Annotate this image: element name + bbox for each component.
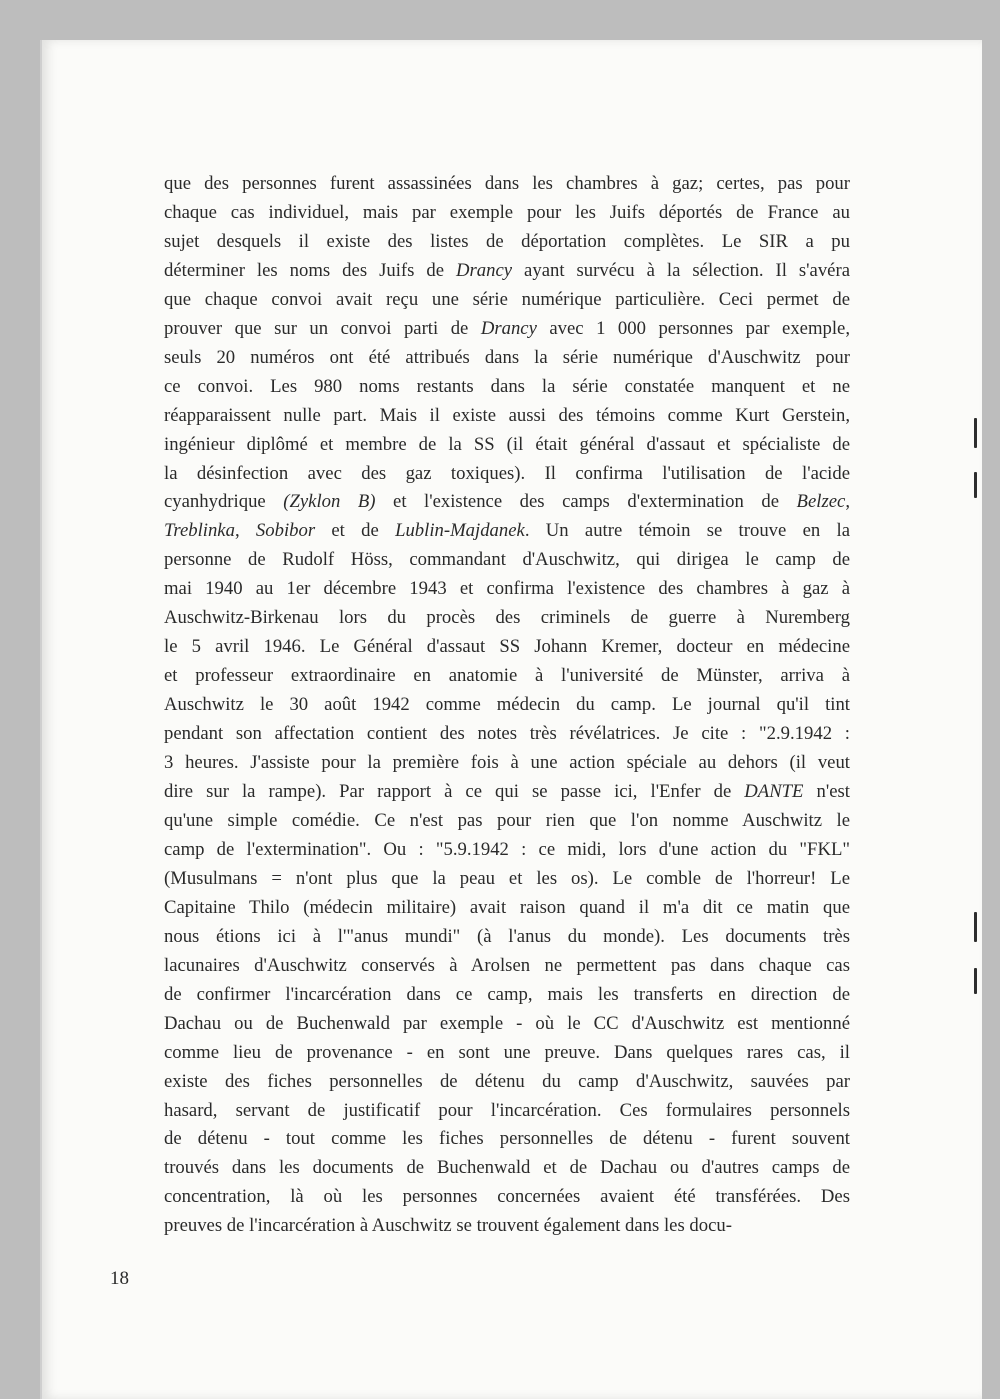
text-line: que chaque convoi avait reçu une série numérique particulière. Ceci permet de bbox=[164, 288, 850, 310]
text-line: chaque cas individuel, mais par exemple pour les Juifs déportés de France au bbox=[164, 201, 850, 223]
text-line: lacunaires d'Auschwitz conservés à Arolsen ne permettent pas dans chaque cas bbox=[164, 954, 850, 976]
body-text bbox=[164, 170, 850, 1241]
binding-mark bbox=[974, 418, 977, 448]
text-line: sujet desquels il existe des listes de déportation complètes. Le SIR a pu bbox=[164, 230, 850, 252]
binding-mark bbox=[974, 912, 977, 942]
text-line: nous étions ici à l'"anus mundi" (à l'anus du monde). Les documents très bbox=[164, 925, 850, 947]
text-line: concentration, là où les personnes concernées avaient été transférées. Des bbox=[164, 1186, 850, 1208]
text-line: 3 heures. J'assiste pour la première fois à une action spéciale au dehors (il veut bbox=[164, 752, 850, 774]
text-line: preuves de l'incarcération à Auschwitz se trouvent également dans les docu- bbox=[164, 1215, 732, 1237]
text-line: trouvés dans les documents de Buchenwald et de Dachau ou d'autres camps de bbox=[164, 1157, 850, 1179]
text-line: dire sur la rampe). Par rapport à ce qui se passe ici, l'Enfer de DANTE n'est bbox=[164, 781, 850, 803]
text-line: (Musulmans = n'ont plus que la peau et les os). Le comble de l'horreur! Le bbox=[164, 867, 850, 889]
text-line: Treblinka, Sobibor et de Lublin-Majdanek. Un autre témoin se trouve en la bbox=[164, 520, 850, 542]
text-line: déterminer les noms des Juifs de Drancy ayant survécu à la sélection. Il s'avéra bbox=[164, 259, 850, 281]
binding-mark bbox=[974, 472, 977, 498]
document-page bbox=[40, 40, 982, 1399]
text-line: personne de Rudolf Höss, commandant d'Auschwitz, qui dirigea le camp de bbox=[164, 549, 850, 571]
text-line: pendant son affectation contient des notes très révélatrices. Je cite : "2.9.1942 : bbox=[164, 723, 850, 745]
text-line: existe des fiches personnelles de détenu du camp d'Auschwitz, sauvées par bbox=[164, 1070, 850, 1092]
text-line: le 5 avril 1946. Le Général d'assaut SS Johann Kremer, docteur en médecine bbox=[164, 636, 850, 658]
text-line: la désinfection avec des gaz toxiques). Il confirma l'utilisation de l'acide bbox=[164, 462, 850, 484]
text-line: Auschwitz le 30 août 1942 comme médecin du camp. Le journal qu'il tint bbox=[164, 694, 850, 716]
text-line: seuls 20 numéros ont été attribués dans la série numérique d'Auschwitz pour bbox=[164, 346, 850, 368]
text-line: réapparaissent nulle part. Mais il existe aussi des témoins comme Kurt Gerstein, bbox=[164, 404, 850, 426]
text-line: Capitaine Thilo (médecin militaire) avait raison quand il m'a dit ce matin que bbox=[164, 896, 850, 918]
text-line: ingénieur diplômé et membre de la SS (il était général d'assaut et spécialiste de bbox=[164, 433, 850, 455]
text-line: de confirmer l'incarcération dans ce camp, mais les transferts en direction de bbox=[164, 983, 850, 1005]
text-line: camp de l'extermination". Ou : "5.9.1942 : ce midi, lors d'une action du "FKL" bbox=[164, 838, 850, 860]
text-line: que des personnes furent assassinées dans les chambres à gaz; certes, pas pour bbox=[164, 173, 850, 194]
text-line: de détenu - tout comme les fiches personnelles de détenu - furent souvent bbox=[164, 1128, 850, 1150]
text-line: ce convoi. Les 980 noms restants dans la série constatée manquent et ne bbox=[164, 375, 850, 397]
text-line: hasard, servant de justificatif pour l'incarcération. Ces formulaires personnels bbox=[164, 1099, 850, 1121]
page-number: 18 bbox=[110, 1268, 129, 1289]
text-line: mai 1940 au 1er décembre 1943 et confirma l'existence des chambres à gaz à bbox=[164, 578, 850, 600]
text-line: et professeur extraordinaire en anatomie à l'université de Münster, arriva à bbox=[164, 665, 850, 687]
text-line: comme lieu de provenance - en sont une preuve. Dans quelques rares cas, il bbox=[164, 1041, 850, 1063]
text-line: qu'une simple comédie. Ce n'est pas pour rien que l'on nomme Auschwitz le bbox=[164, 809, 850, 831]
binding-mark bbox=[974, 968, 977, 994]
text-line: Auschwitz-Birkenau lors du procès des criminels de guerre à Nuremberg bbox=[164, 607, 850, 629]
text-line: cyanhydrique (Zyklon B) et l'existence des camps d'extermination de Belzec, bbox=[164, 491, 850, 513]
text-line: prouver que sur un convoi parti de Drancy avec 1 000 personnes par exemple, bbox=[164, 317, 850, 339]
text-line: Dachau ou de Buchenwald par exemple - où le CC d'Auschwitz est mentionné bbox=[164, 1012, 850, 1034]
